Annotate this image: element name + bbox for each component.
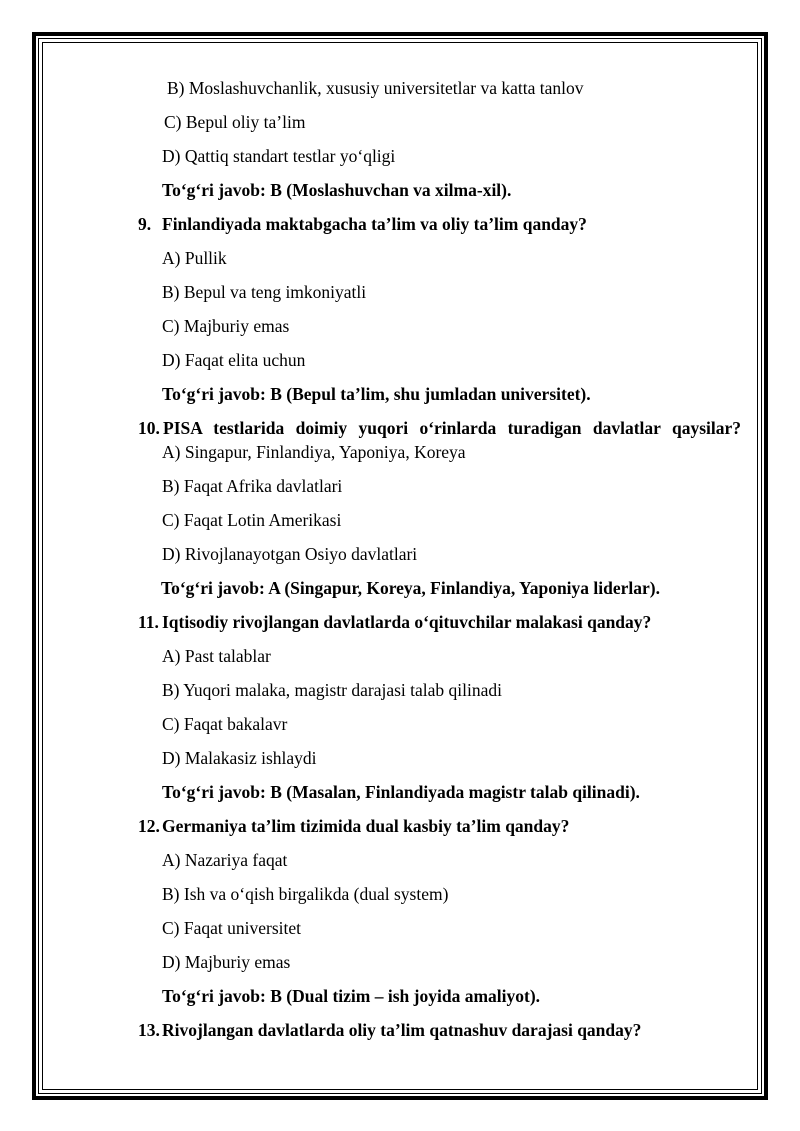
option-text: B) Faqat Afrika davlatlari bbox=[162, 476, 343, 496]
option-text: B) Ish va o‘qish birgalikda (dual system) bbox=[162, 884, 449, 904]
question-number: 13. bbox=[138, 1020, 160, 1040]
option-text: A) Past talablar bbox=[162, 646, 271, 666]
option-text: B) Bepul va teng imkoniyatli bbox=[162, 282, 367, 302]
question-number: 9. bbox=[138, 214, 152, 234]
question-number: 11. bbox=[138, 612, 159, 632]
option-text: D) Rivojlanayotgan Osiyo davlatlari bbox=[162, 544, 418, 564]
option-text: A) Nazariya faqat bbox=[162, 850, 288, 870]
option-text: D) Faqat elita uchun bbox=[162, 350, 306, 370]
option-text: A) Pullik bbox=[162, 248, 227, 268]
question-number: 10. bbox=[138, 418, 160, 438]
option-text: C) Faqat universitet bbox=[162, 918, 302, 938]
question-text: Rivojlangan davlatlarda oliy ta’lim qatnashuv darajasi qanday? bbox=[162, 1020, 642, 1040]
question-text: PISA testlarida doimiy yuqori o‘rinlarda turadigan davlatlar qaysilar? bbox=[163, 418, 741, 438]
option-text: C) Bepul oliy ta’lim bbox=[164, 112, 306, 132]
option-text: D) Malakasiz ishlaydi bbox=[162, 748, 317, 768]
answer-text: To‘g‘ri javob: B (Masalan, Finlandiyada magistr talab qilinadi). bbox=[162, 782, 640, 802]
option-text: A) Singapur, Finlandiya, Yaponiya, Koreya bbox=[162, 442, 466, 462]
answer-text: To‘g‘ri javob: A (Singapur, Koreya, Finlandiya, Yaponiya liderlar). bbox=[161, 578, 660, 598]
option-text: B) Yuqori malaka, magistr darajasi talab qilinadi bbox=[162, 680, 503, 700]
option-text: B) Moslashuvchanlik, xususiy universitetlar va katta tanlov bbox=[167, 78, 584, 98]
question-text: Germaniya ta’lim tizimida dual kasbiy ta’lim qanday? bbox=[162, 816, 570, 836]
option-text: C) Majburiy emas bbox=[162, 316, 290, 336]
option-text: D) Majburiy emas bbox=[162, 952, 291, 972]
answer-text: To‘g‘ri javob: B (Moslashuvchan va xilma-xil). bbox=[162, 180, 512, 200]
question-text: Iqtisodiy rivojlangan davlatlarda o‘qituvchilar malakasi qanday? bbox=[162, 612, 652, 632]
question-number: 12. bbox=[138, 816, 160, 836]
option-text: C) Faqat bakalavr bbox=[162, 714, 288, 734]
question-text: Finlandiyada maktabgacha ta’lim va oliy ta’lim qanday? bbox=[162, 214, 587, 234]
option-text: C) Faqat Lotin Amerikasi bbox=[162, 510, 342, 530]
answer-text: To‘g‘ri javob: B (Bepul ta’lim, shu jumladan universitet). bbox=[162, 384, 591, 404]
option-text: D) Qattiq standart testlar yo‘qligi bbox=[162, 146, 396, 166]
answer-text: To‘g‘ri javob: B (Dual tizim – ish joyida amaliyot). bbox=[162, 986, 541, 1006]
